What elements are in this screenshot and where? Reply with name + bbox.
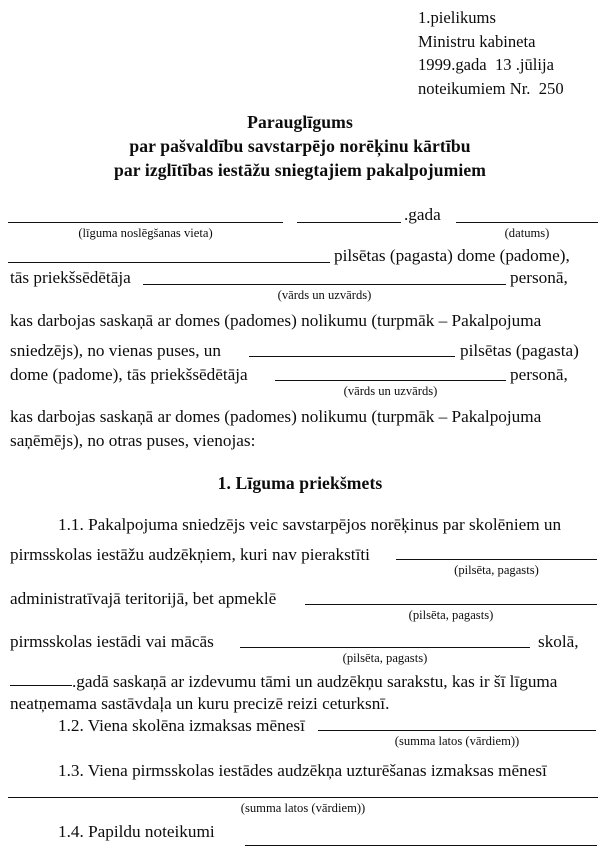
council-tail-label: pilsētas (pagasta) dome (padome), (334, 246, 570, 265)
party1-line-1: kas darbojas saskaņā ar domes (padomes) nolikumu (turpmāk – Pakalpojuma (10, 311, 542, 330)
name-surname-caption-1: (vārds un uzvārds) (277, 288, 372, 302)
additional-terms-blank[interactable] (245, 845, 597, 846)
sum-blank-1[interactable] (318, 730, 596, 731)
city-parish-caption-2: (pilsēta, pagasts) (408, 608, 494, 622)
person-tail-label-2: personā, (510, 365, 568, 384)
sum-blank-2[interactable] (8, 797, 598, 798)
document-title-line-2: par pašvaldību savstarpējo norēķinu kārtību (129, 136, 471, 156)
clause-1-2-text: 1.2. Viena skolēna izmaksas mēnesī (58, 716, 305, 735)
party1-line-2-suffix: pilsētas (pagasta) (460, 341, 579, 360)
chairman-name-blank[interactable] (143, 284, 506, 285)
council-name-blank[interactable] (8, 262, 330, 263)
annex-header-line-1: 1.pielikums (418, 8, 496, 27)
year-word-label: .gada (404, 205, 441, 224)
annex-header-line-4: noteikumiem Nr. 250 (418, 78, 564, 98)
clause-1-1-line-3: administratīvajā teritorijā, bet apmeklē (10, 589, 277, 608)
party2-line-1: kas darbojas saskaņā ar domes (padomes) nolikumu (turpmāk – Pakalpojuma (10, 407, 542, 426)
clause-1-1-line-6: neatņemama sastāvdaļa un kuru precizē reizi ceturksnī. (10, 694, 390, 713)
clause-1-1-line-1: 1.1. Pakalpojuma sniedzējs veic savstarpējos norēķinus par skolēniem un (58, 515, 562, 534)
clause-1-1-line-5: .gadā saskaņā ar izdevumu tāmi un audzēkņu sarakstu, kas ir šī līguma (72, 672, 558, 691)
annex-header-line-3: 1999.gada 13 .jūlija (418, 55, 554, 74)
name-surname-caption-2: (vārds un uzvārds) (343, 384, 438, 398)
year-blank-2[interactable] (10, 685, 72, 686)
clause-1-3-text: 1.3. Viena pirmsskolas iestādes audzēkņa uzturēšanas izmaksas mēnesī (58, 761, 547, 780)
city-parish-blank-2[interactable] (305, 604, 597, 605)
section-1-heading: 1. Līguma priekšmets (217, 473, 383, 493)
second-council-name-blank[interactable] (249, 356, 455, 357)
city-parish-blank-3[interactable] (240, 647, 530, 648)
clause-1-1-line-2: pirmsskolas iestāžu audzēkņiem, kuri nav pierakstīti (10, 545, 370, 564)
sum-caption-1: (summa latos (vārdiem)) (394, 734, 520, 748)
city-parish-blank-1[interactable] (396, 559, 597, 560)
city-parish-caption-3: (pilsēta, pagasts) (342, 651, 428, 665)
date-caption: (datums) (504, 226, 550, 240)
second-chairman-name-blank[interactable] (275, 380, 506, 381)
clause-1-1-line-4-prefix: pirmsskolas iestādi vai mācās (10, 632, 214, 651)
city-parish-caption-1: (pilsēta, pagasts) (454, 563, 539, 577)
sum-caption-2: (summa latos (vārdiem)) (240, 801, 366, 815)
party2-line-2: saņēmējs), no otras puses, vienojas: (10, 431, 256, 450)
place-of-contract-caption: (līguma noslēgšanas vieta) (78, 226, 213, 240)
document-title-line-1: Parauglīgums (247, 112, 353, 132)
document-title-line-3: par izglītības iestāžu sniegtajiem pakalpojumiem (114, 160, 486, 180)
party1-line-3-prefix: dome (padome), tās priekšsēdētāja (10, 365, 248, 384)
clause-1-1-line-4-suffix: skolā, (538, 632, 579, 651)
person-tail-label-1: personā, (510, 268, 568, 287)
party1-line-2-prefix: sniedzējs), no vienas puses, un (10, 341, 221, 360)
annex-header (418, 6, 564, 100)
date-blank[interactable] (456, 222, 598, 223)
annex-header-line-2: Ministru kabineta (418, 31, 536, 51)
chairman-label: tās priekšsēdētāja (10, 268, 131, 287)
clause-1-4-text: 1.4. Papildu noteikumi (58, 822, 215, 841)
year-blank[interactable] (297, 222, 401, 223)
place-of-contract-blank[interactable] (8, 222, 283, 223)
